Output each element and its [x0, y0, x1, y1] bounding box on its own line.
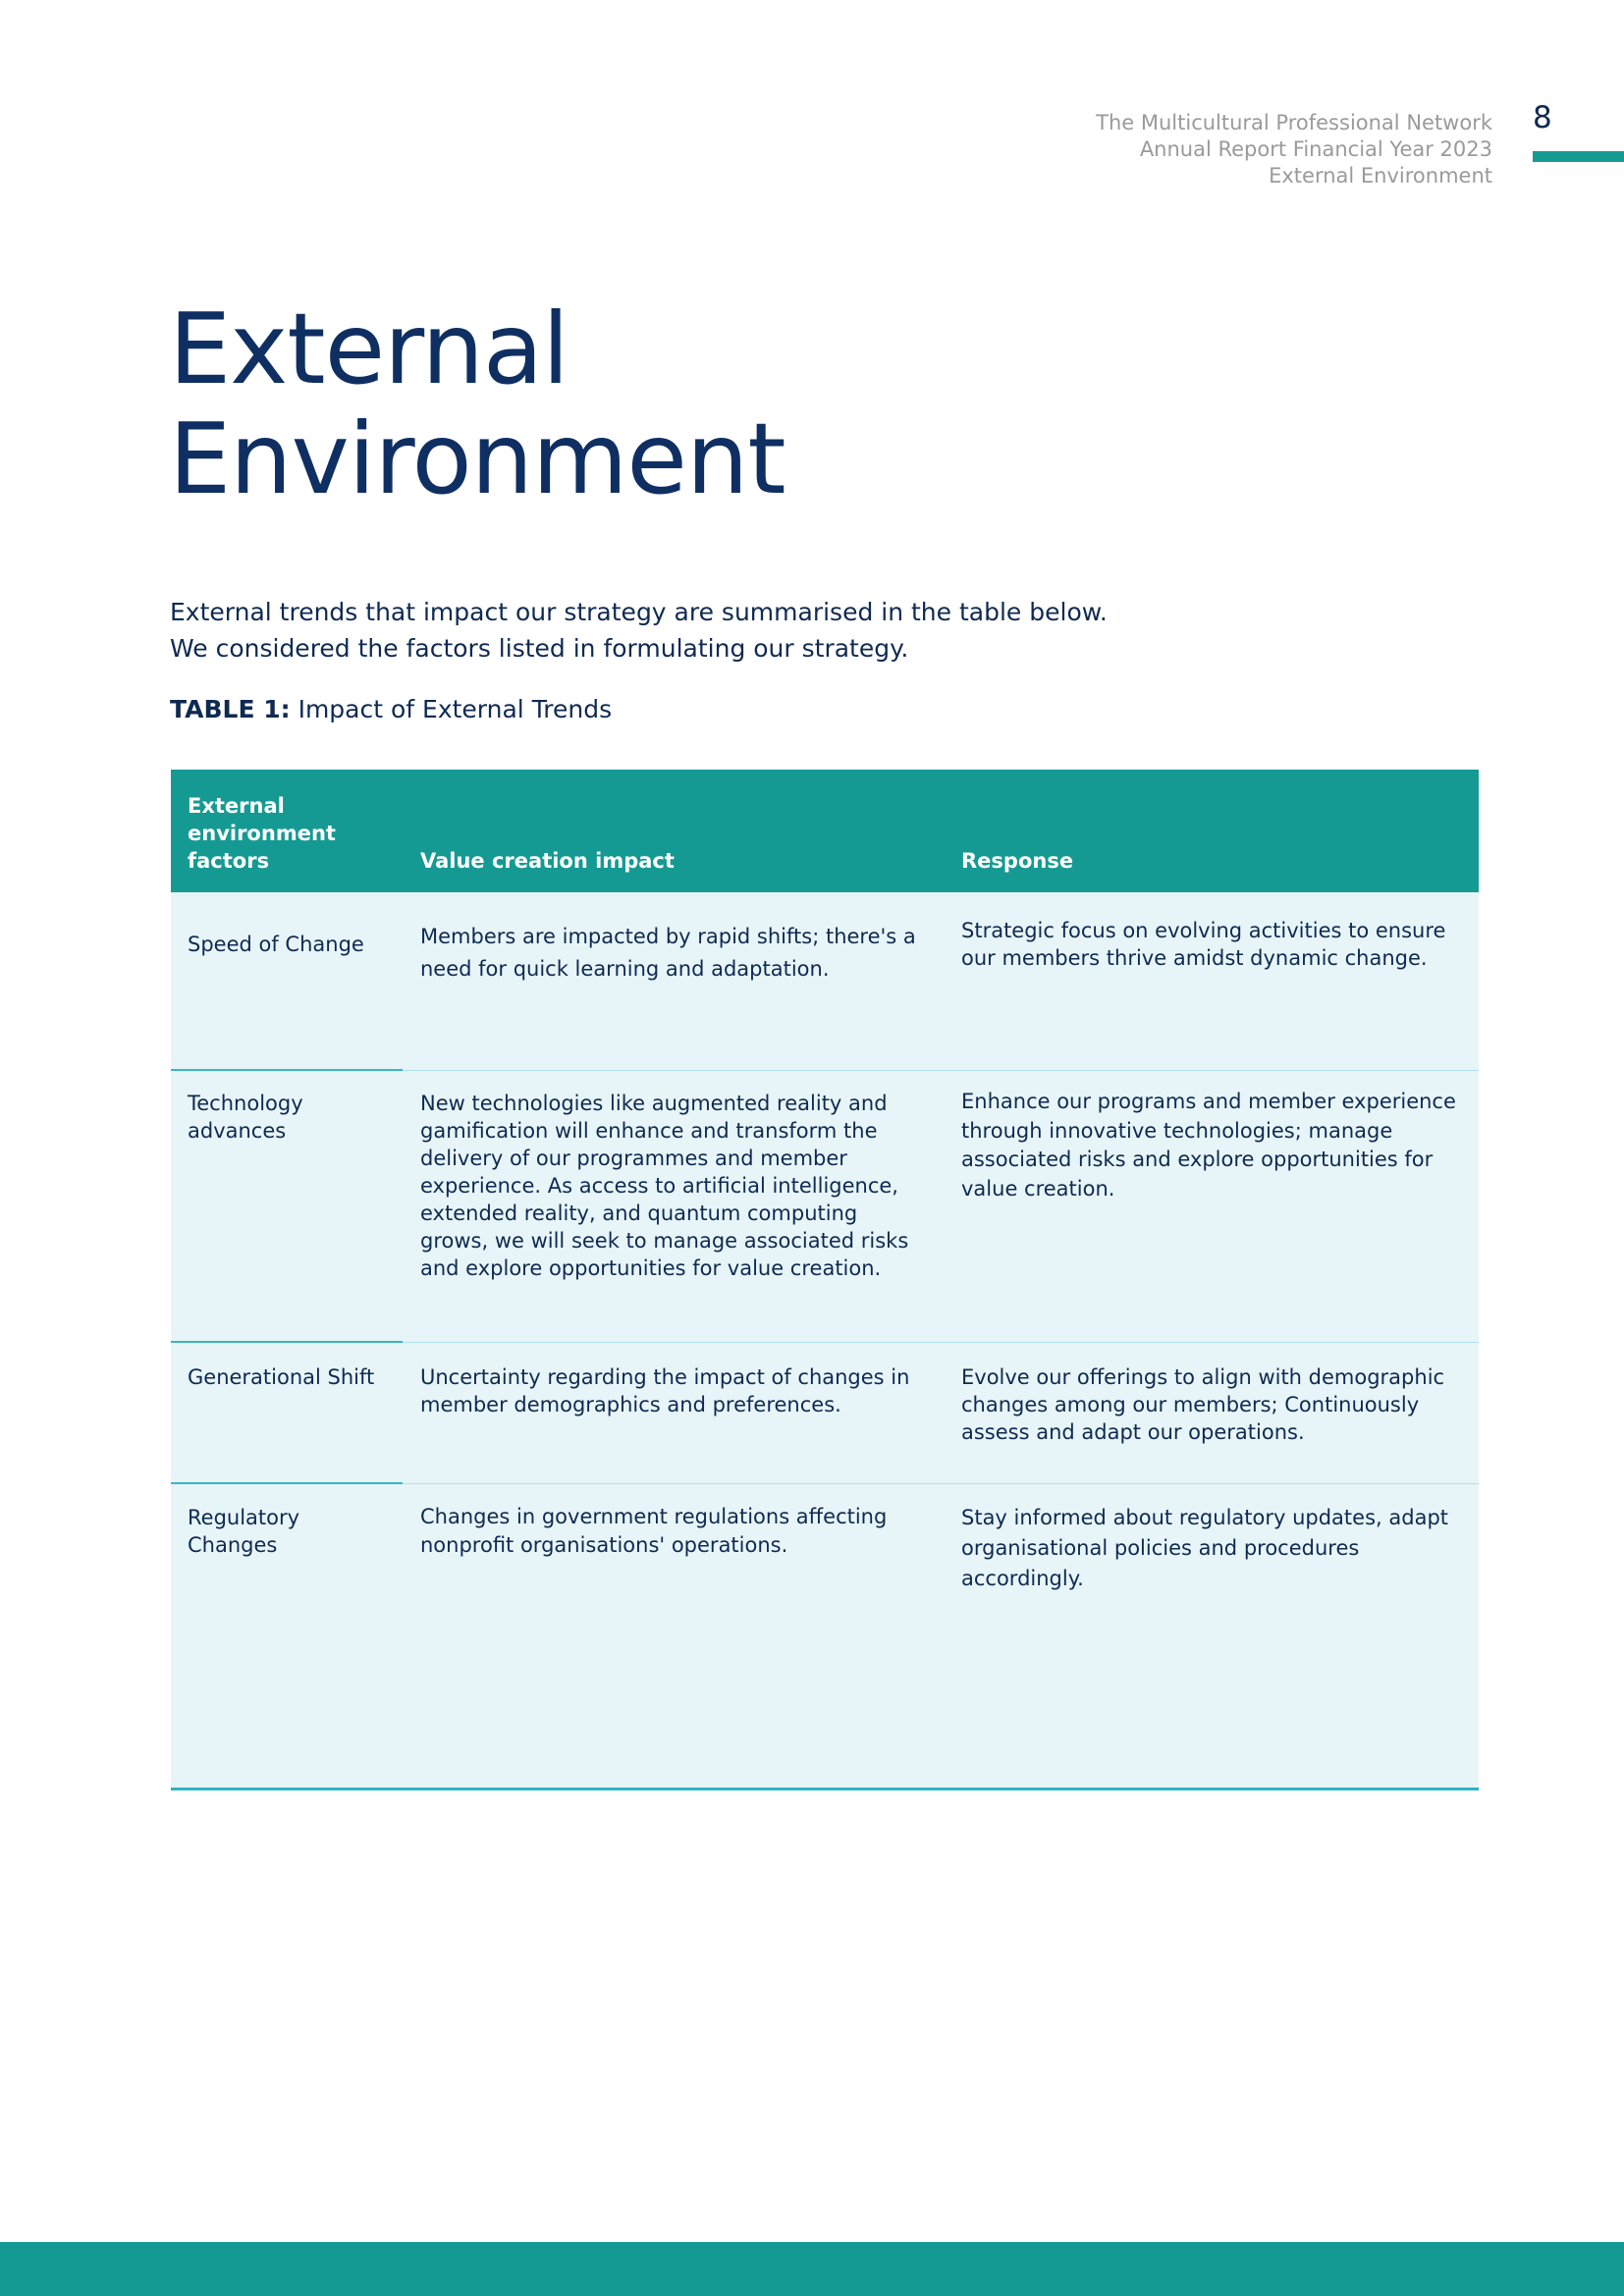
row-divider-3 — [403, 1483, 1479, 1484]
row-4-factor: Regulatory Changes — [188, 1506, 300, 1557]
row-2-response: Enhance our programs and member experience through innovative technologies; manage associated risks and explore opportunities for value creation. — [961, 1090, 1456, 1201]
row-2-factor: Technology advances — [188, 1092, 303, 1143]
row-divider-factor-1 — [171, 1069, 403, 1071]
row-1-impact: Members are impacted by rapid shifts; there's a need for quick learning and adaptation. — [420, 925, 916, 981]
header-org-name: The Multicultural Professional Network — [1096, 111, 1492, 134]
footer-band — [0, 2242, 1624, 2296]
row-4-response: Stay informed about regulatory updates, adapt organisational policies and procedures accordingly. — [961, 1506, 1449, 1590]
intro-paragraph — [170, 594, 1250, 667]
row-3-response: Evolve our offerings to align with demographic changes among our members; Continuously assess and adapt our operations. — [961, 1365, 1445, 1444]
column-header-response: Response — [961, 849, 1074, 873]
external-trends-table — [171, 770, 1479, 1790]
row-4-impact: Changes in government regulations affecting nonprofit organisations' operations. — [420, 1505, 888, 1557]
table-caption-text: Impact of External Trends — [290, 695, 613, 723]
table-header-row — [171, 770, 1479, 892]
row-divider-factor-2 — [171, 1341, 403, 1343]
table-caption — [170, 693, 612, 726]
header-section-name: External Environment — [1269, 164, 1492, 187]
intro-line-1: External trends that impact our strategy are summarised in the table below. — [170, 598, 1108, 626]
row-divider-2 — [403, 1342, 1479, 1343]
row-divider-1 — [403, 1070, 1479, 1071]
table-caption-label: TABLE 1: — [170, 695, 291, 723]
running-header — [903, 110, 1492, 189]
page-title-line-1: External — [169, 292, 568, 406]
row-1-factor: Speed of Change — [188, 933, 364, 956]
page-number: 8 — [1533, 100, 1552, 135]
page-accent-bar — [1533, 151, 1624, 162]
header-report-name: Annual Report Financial Year 2023 — [1139, 137, 1492, 161]
page-title-line-2: Environment — [169, 401, 785, 516]
row-divider-factor-3 — [171, 1482, 403, 1484]
intro-line-2: We considered the factors listed in formulating our strategy. — [170, 634, 909, 663]
column-header-impact: Value creation impact — [420, 849, 675, 873]
row-1-response: Strategic focus on evolving activities to ensure our members thrive amidst dynamic change. — [961, 919, 1446, 970]
row-3-impact: Uncertainty regarding the impact of changes in member demographics and preferences. — [420, 1365, 910, 1416]
column-header-factors: External environment factors — [188, 794, 336, 873]
row-3-factor: Generational Shift — [188, 1365, 375, 1389]
row-2-impact: New technologies like augmented reality and gamification will enhance and transform the delivery of our programmes and member experience. As access to artificial intelligence, extended reality, and quantum computing grows, we will seek to manage associated risks and explore opportunities for value creation. — [420, 1092, 909, 1280]
page-title — [169, 294, 785, 514]
